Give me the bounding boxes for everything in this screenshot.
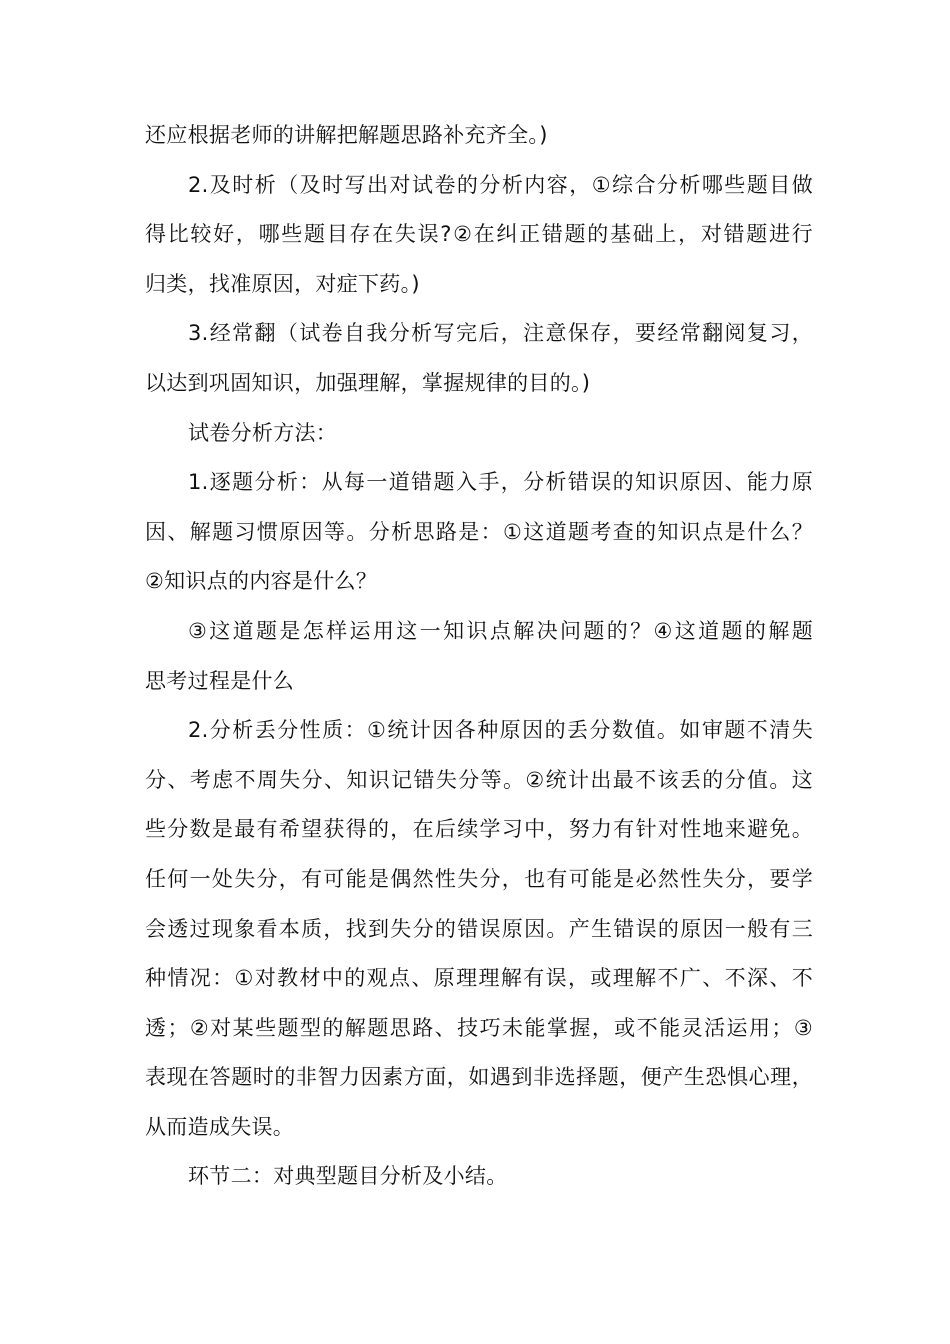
section-heading: 环节二：对典型题目分析及小结。 [188, 1164, 508, 1189]
text-line: ②知识点的内容是什么？ [145, 569, 378, 594]
text-line: 表现在答题时的非智力因素方面，如遇到非选择题，便产生恐惧心理， [145, 1065, 813, 1090]
text-line: 3.经常翻（试卷自我分析写完后，注意保存，要经常翻阅复习， [188, 321, 813, 346]
text-line: 因、解题习惯原因等。分析思路是：①这道题考查的知识点是什么？ [145, 519, 813, 544]
text-line: 透；②对某些题型的解题思路、技巧未能掌握，或不能灵活运用；③ [145, 1015, 813, 1040]
text-line: ③这道题是怎样运用这一知识点解决问题的？④这道题的解题 [188, 618, 813, 643]
text-line: 些分数是最有希望获得的，在后续学习中，努力有针对性地来避免。 [145, 817, 813, 842]
text-line: 2.分析丢分性质：①统计因各种原因的丢分数值。如审题不清失 [188, 718, 813, 743]
text-line: 还应根据老师的讲解把解题思路补充齐全。) [145, 123, 548, 147]
text-line: 1.逐题分析：从每一道错题入手，分析错误的知识原因、能力原 [188, 470, 813, 495]
text-line: 2.及时析（及时写出对试卷的分析内容，①综合分析哪些题目做 [188, 172, 813, 197]
text-line: 得比较好，哪些题目存在失误?②在纠正错题的基础上，对错题进行 [145, 222, 813, 247]
text-line: 思考过程是什么 [145, 668, 295, 693]
text-line: 分、考虑不周失分、知识记错失分等。②统计出最不该丢的分值。这 [145, 767, 813, 792]
text-line: 会透过现象看本质，找到失分的错误原因。产生错误的原因一般有三 [145, 916, 813, 941]
text-line: 任何一处失分，有可能是偶然性失分，也有可能是必然性失分，要学 [145, 866, 813, 891]
text-line: 以达到巩固知识，加强理解，掌握规律的目的。) [145, 370, 591, 395]
text-line: 种情况：①对教材中的观点、原理理解有误，或理解不广、不深、不 [145, 966, 813, 991]
section-heading: 试卷分析方法： [188, 420, 338, 445]
text-line: 从而造成失误。 [145, 1114, 295, 1139]
text-line: 归类，找准原因，对症下药。) [145, 271, 420, 296]
document-body [145, 111, 813, 1202]
